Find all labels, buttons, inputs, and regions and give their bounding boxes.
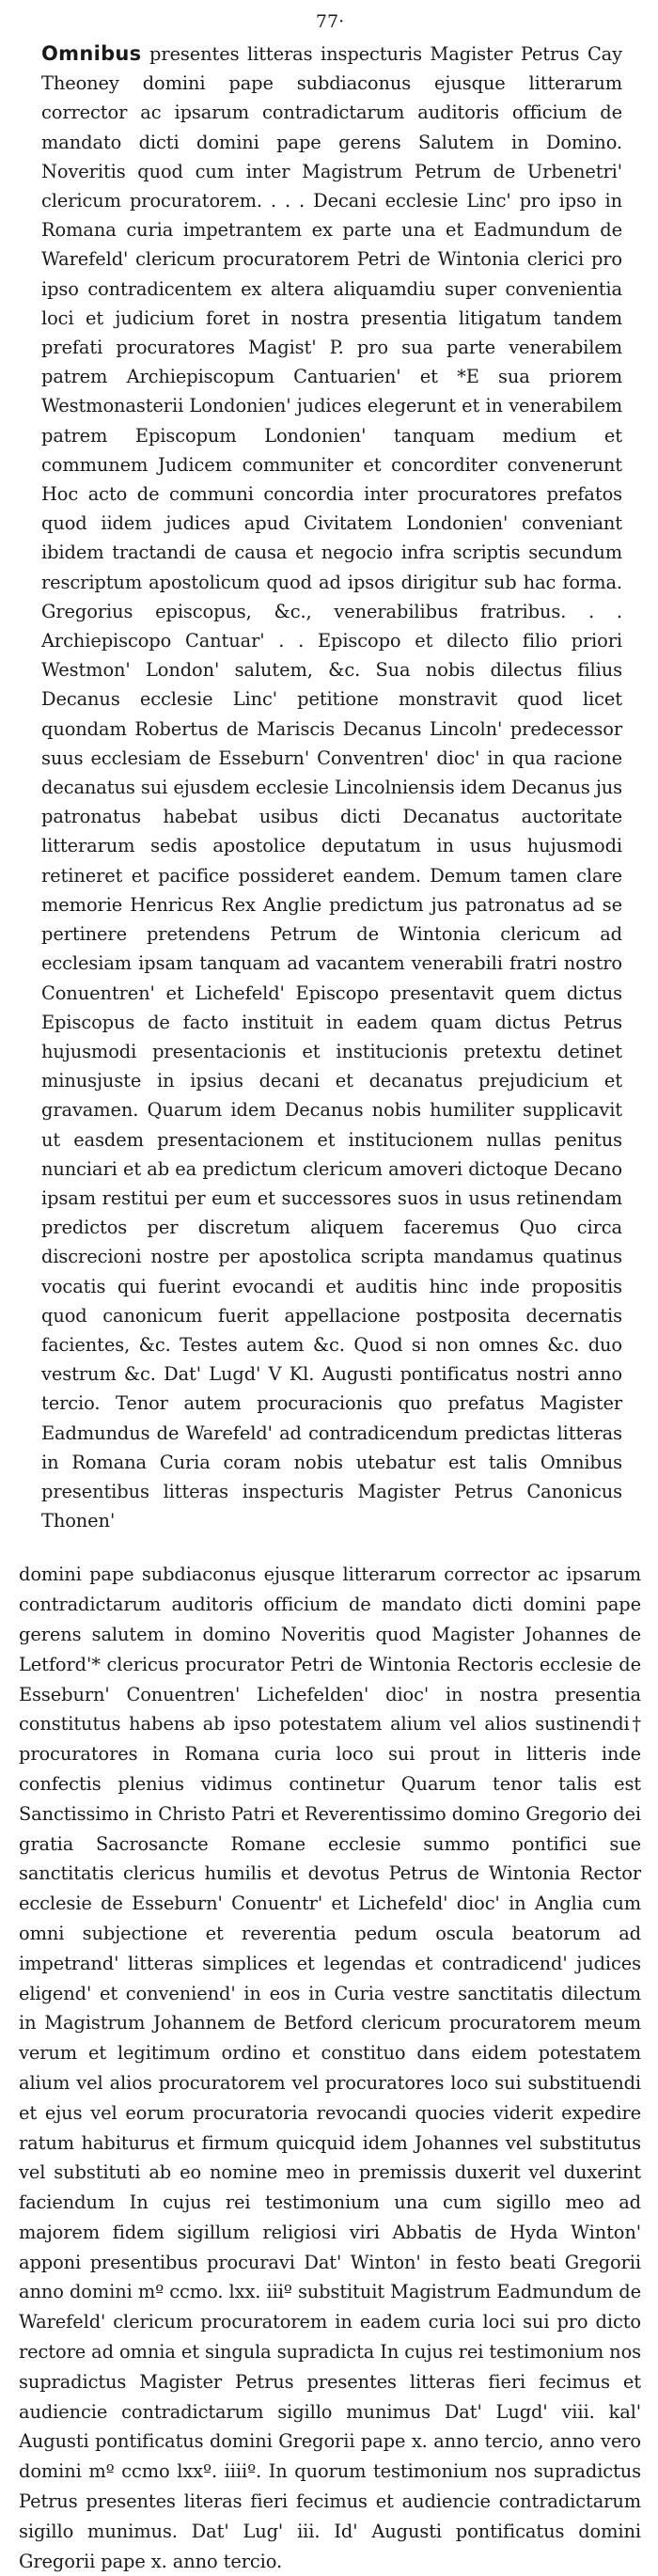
- charter-text-body: presentes litteras inspecturis Magister Petrus Cay Theoney domini pape subdiaconus ejusque litterarum corrector ac ipsarum contradictarum auditoris officium de mandato dicti domini pape gerens Salutem in Domino. Noveritis quod cum inter Magistrum Petrum de Urbenetri' clericum procuratorem. . . . Decani ecclesie Linc' pro ipso in Romana curia impetrantem ex parte una et Eadmundum de Warefeld' clericum procuratorem Petri de Wintonia clerici pro ipso contradicentem ex altera aliquamdiu super convenientia loci et judicium foret in nostra presentia litigatum tandem prefati procuratores Magist' P. pro sua parte venerabilem patrem Archiepiscopum Cantuarien' et *E sua priorem Westmonasterii Londonien' judices elegerunt et in venerabilem patrem Episcopum Londonien' tanquam medium et communem Judicem communiter et concorditer convenerunt Hoc acto de communi concordia inter procuratores prefatos quod iidem judices apud Civitatem Londonien' conveniant ibidem tractandi de causa et negocio infra scriptis secundum rescriptum apostolicum quod ad ipsos dirigitur sub hac forma. Gregorius episcopus, &c., venerabilibus fratribus. . . Archiepiscopo Cantuar' . . Episcopo et dilecto filio priori Westmon' London' salutem, &c. Sua nobis dilectus filius Decanus ecclesie Linc' petitione monstravit quod licet quondam Robertus de Mariscis Decanus Lincoln' predecessor suus ecclesiam de Esseburn' Conventren' dioc' in qua racione decanatus sui ejusdem ecclesie Lincolniensis idem Decanus jus patronatus habebat usibus dicti Decanatus auctoritate litterarum sedis apostolice deputatum in usus hujusmodi retineret et pacifice possideret eandem. Demum tamen clare memorie Henricus Rex Anglie predictum jus patronatus ad se pertinere pretendens Petrum de Wintonia clericum ad ecclesiam ipsam tanquam ad vacantem venerabili fratri nostro Conuentren' et Lichefeld' Episcopo presentavit quem dictus Episcopus de facto instituit in eadem quam dictus Petrus hujusmodi presentacionis et institucionis pretextu detinet minusjuste in ipsius decani et decanatus prejudicium et gravamen. Quarum idem Decanus nobis humiliter supplicavit ut easdem presentacionem et institucionem nullas penitus nunciari et ab ea predictum clericum amoveri dictoque Decano ipsam restitui per eum et successores suos in usus retinendam predictos per discretum aliquem faceremus Quo circa discrecioni nostre per apostolica scripta mandamus quatinus vocatis qui fuerint evocandi et auditis hinc inde propositis quod canonicum fuerit appellacione postposita decernatis facientes, &c. Testes autem &c. Quod si non omnes &c. duo vestrum &c. Dat' Lugd' V Kl. Augusti pontificatus nostri anno tercio. Tenor autem procuracionis quo prefatus Magister Eadmundus de Warefeld' ad contradicendum predictas litteras in Romana Curia coram nobis utebatur est talis Omnibus presentibus litteras inspecturis Magister Petrus Canonicus Thonen': [41, 43, 622, 1532]
- charter-text-indented: [19, 39, 641, 1535]
- gothic-initial-word: Omnibus: [41, 42, 142, 65]
- page-number: 77·: [315, 11, 345, 32]
- procuration-text: domini pape subdiaconus ejusque litterarum corrector ac ipsarum contradictarum auditoris officium de mandato dicti domini pape gerens salutem in domino Noveritis quod Magister Johannes de Letford'* clericus procurator Petri de Wintonia Rectoris ecclesie de Esseburn' Conuentren' Lichefelden' dioc' in nostra presentia constitutus habens ab ipso potestatem alium vel alios sustinendi† procuratores in Romana curia loco sui prout in litteris inde confectis plenius vidimus continetur Quarum tenor talis est Sanctissimo in Christo Patri et Reverentissimo domino Gregorio dei gratia Sacrosancte Romane ecclesie summo pontifici sue sanctitatis clericus humilis et devotus Petrus de Wintonia Rector ecclesie de Esseburn' Conuentr' et Lichefeld' dioc' in Anglia cum omni subjectione et reverentia pedum oscula beatorum ad impetrand' litteras simplices et legendas et contradicend' judices eligend' et conveniend' in eos in Curia vestre sanctitatis dilectum in Magistrum Johannem de Betford clericum procuratorem meum verum et legitimum ordino et constituo dans eidem potestatem alium vel alios procuratorem vel procuratores loco sui substituendi et ejus vel eorum procuratoria revocandi quocies viderit expedire ratum habiturus et firmum quicquid idem Johannes vel substitutus vel substituti ab eo nomine meo in premissis duxerit vel duxerint faciendum In cujus rei testimonium una cum sigillo meo ad majorem fidem sigillum religiosi viri Abbatis de Hyda Winton' apponi presentibus procuravi Dat' Winton' in festo beati Gregorii anno domini mº ccmo. lxx. iiiº substituit Magistrum Eadmundum de Warefeld' clericum procuratorem in eadem curia loci sui pro dicto rectore ad omnia et singula supradicta In cujus rei testimonium nos supradictus Magister Petrus presentes litteras fieri fecimus et audiencie contradictarum sigillo munimus Dat' Lugd' viii. kal' Augusti pontificatus domini Gregorii pape x. anno tercio, anno vero domini mº ccmo lxxº. iiiiº. In quorum testimonium nos supradictus Petrus presentes literas fieri fecimus et audiencie contradictarum sigillo munimus. Dat' Lug' iii. Id' Augusti pontificatus domini Gregorii pape x. anno tercio.: [19, 1563, 641, 2572]
